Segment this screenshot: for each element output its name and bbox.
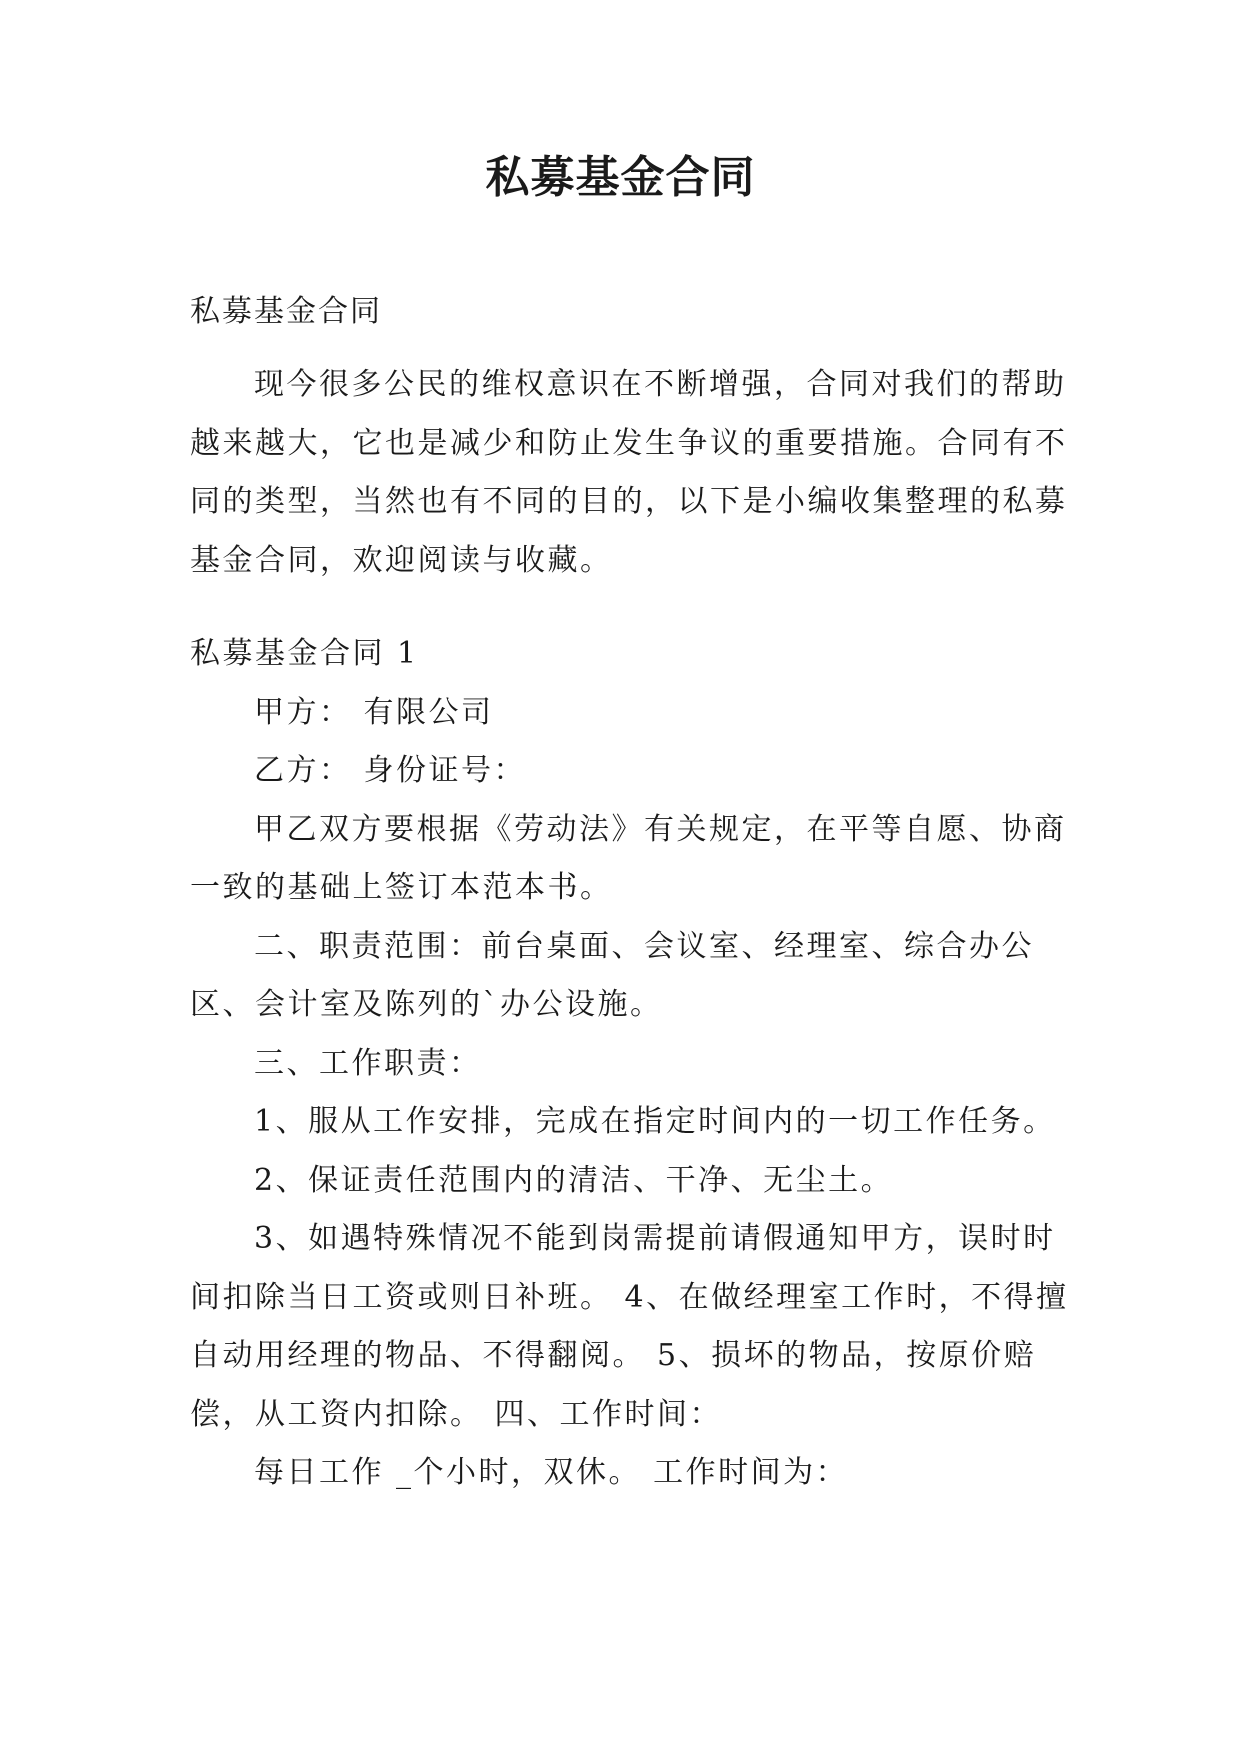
section-heading: 私募基金合同 1	[190, 636, 419, 671]
duties-heading: 三、工作职责：	[254, 1045, 482, 1081]
intro-paragraph: 现今很多公民的维权意识在不断增强，合同对我们的帮助越来越大，它也是减少和防止发生争议的重要措施。合同有不同的类型，当然也有不同的目的，以下是小编收集整理的私募基金合同，欢迎阅读与收藏。	[190, 367, 1068, 578]
document-subtitle: 私募基金合同	[190, 294, 382, 329]
duty-item-2: 2、保证责任范围内的清洁、干净、无尘土。	[254, 1162, 894, 1198]
contract-body	[190, 625, 1070, 1503]
intro-block	[190, 356, 1070, 590]
scope-paragraph: 二、职责范围：前台桌面、会议室、经理室、综合办公区、会计室及陈列的`办公设施。	[190, 928, 1034, 1022]
duty-item-3-5: 3、如遇特殊情况不能到岗需提前请假通知甲方，误时时间扣除当日工资或则日补班。 4、在做经理室工作时，不得擅自动用经理的物品、不得翻阅。 5、损坏的物品，按原价赔偿，从工资内扣除。 四、工作时间：	[190, 1221, 1069, 1432]
party-a-line: 甲方： 有限公司	[254, 694, 494, 730]
document-title: 私募基金合同	[485, 152, 756, 203]
agreement-paragraph: 甲乙双方要根据《劳动法》有关规定，在平等自愿、协商一致的基础上签订本范本书。	[190, 811, 1067, 905]
duty-item-1: 1、服从工作安排，完成在指定时间内的一切工作任务。	[254, 1104, 1056, 1139]
work-hours-paragraph: 每日工作 _个小时，双休。 工作时间为：	[254, 1455, 849, 1490]
party-b-line: 乙方： 身份证号：	[254, 753, 527, 788]
